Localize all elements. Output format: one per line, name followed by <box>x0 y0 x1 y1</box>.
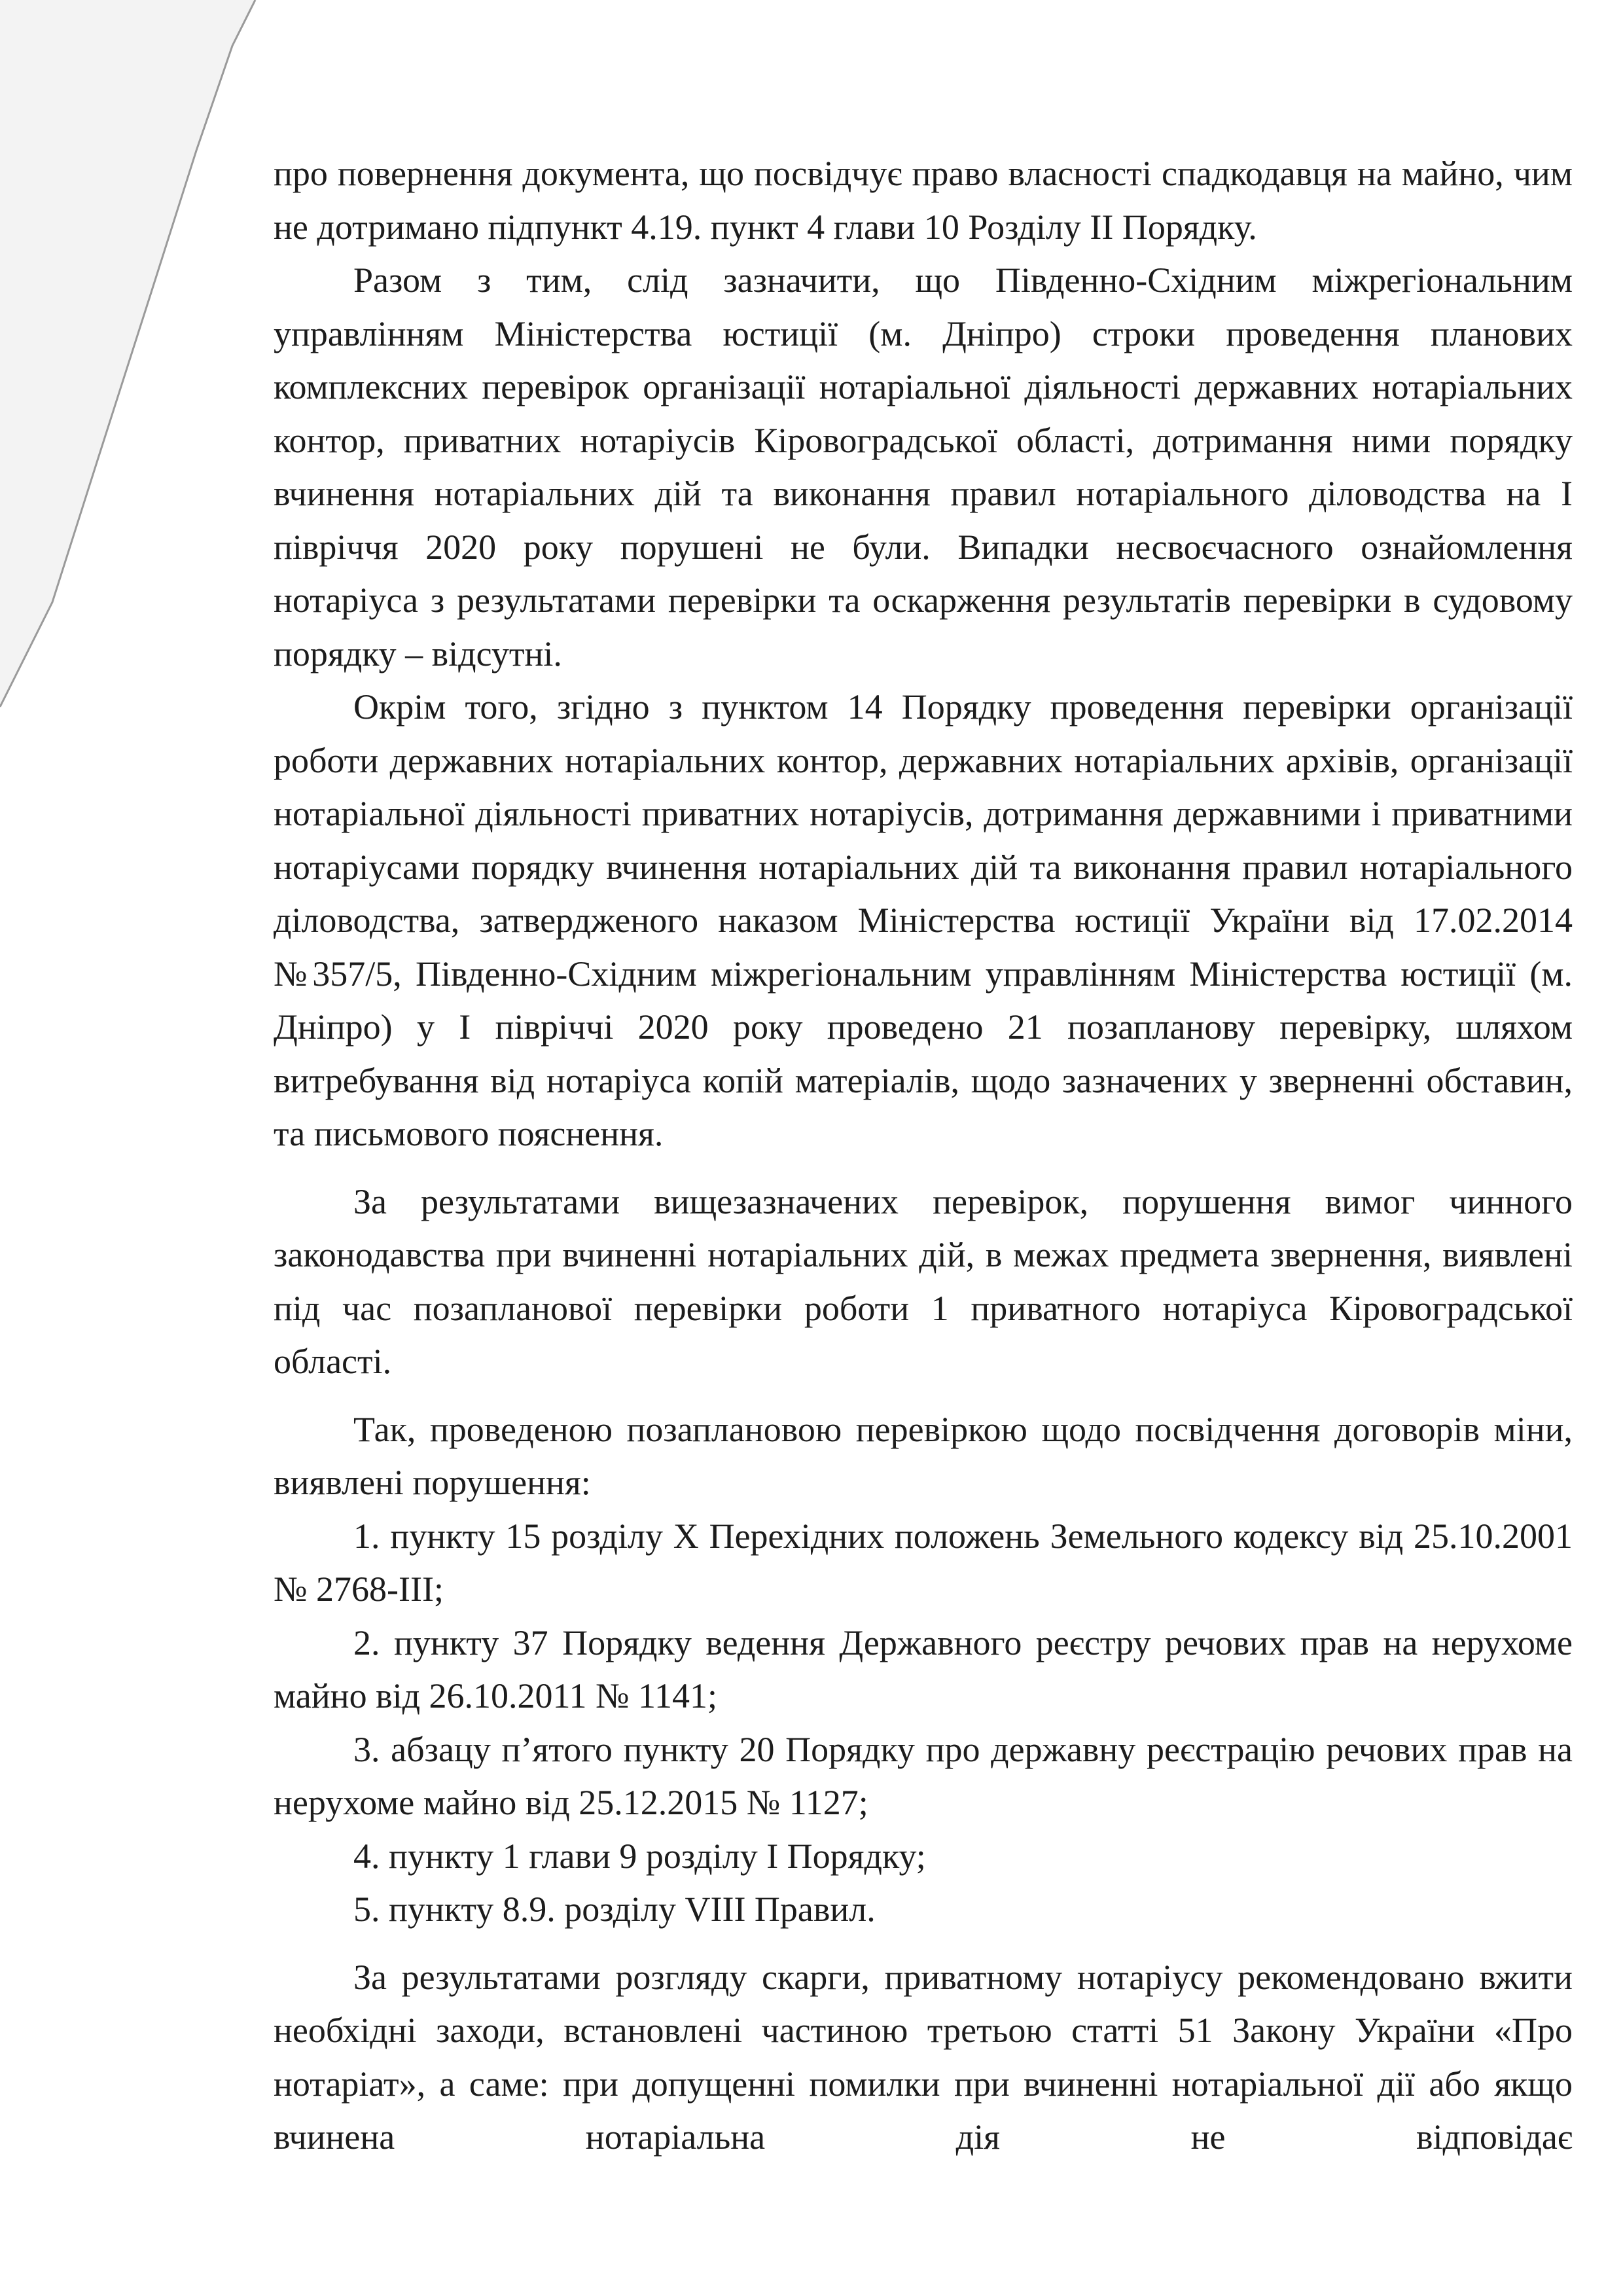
document-page <box>274 147 1573 2164</box>
paragraph-deadlines: Разом з тим, слід зазначити, що Південно-Східним міжрегіональним управлінням Міністерства юстиції (м. Дніпро) строки проведення планових комплексних перевірок організації нотаріальної діяльності державних нотаріальних контор, приватних нотаріусів Кіровоградської області, дотримання ними порядку вчинення нотаріальних дій та виконання правил нотаріального діловодства на І півріччя 2020 року порушені не були. Випадки несвоєчасного ознайомлення нотаріуса з результатами перевірки та оскарження результатів перевірки в судовому порядку – відсутні. <box>274 260 1573 673</box>
paragraph-unplanned-inspections: Окрім того, згідно з пунктом 14 Порядку проведення перевірки організації роботи державних нотаріальних контор, державних нотаріальних архівів, організації нотаріальної діяльності приватних нотаріусів, дотримання державними і приватними нотаріусами порядку вчинення нотаріальних дій та виконання правил нотаріального діловодства, затвердженого наказом Міністерства юстиції України від 17.02.2014 №357/5, Південно-Східним міжрегіональним управлінням Міністерства юстиції (м. Дніпро) у І півріччі 2020 року проведено 21 позапланову перевірку, шляхом витребування від нотаріуса копій матеріалів, щодо зазначених у зверненні обставин, та письмового пояснення. <box>274 687 1573 1153</box>
violation-item-3: 3. абзацу п’ятого пункту 20 Порядку про державну реєстрацію речових прав на нерухоме майно від 25.12.2015 № 1127; <box>274 1729 1573 1822</box>
paragraph-recommendation: За результатами розгляду скарги, приватному нотаріусу рекомендовано вжити необхідні заходи, встановлені частиною третьою статті 51 Закону України «Про нотаріат», а саме: при допущенні помилки при вчиненні нотаріальної дії або якщо вчинена нотаріальна дія не відповідає <box>274 1957 1573 2157</box>
violation-item-1: 1. пункту 15 розділу Х Перехідних положень Земельного кодексу від 25.10.2001 № 2768-ІІІ; <box>274 1516 1573 1609</box>
paragraph-violations-intro: Так, проведеною позаплановою перевіркою щодо посвідчення договорів міни, виявлені порушення: <box>274 1409 1573 1502</box>
violation-item-5: 5. пункту 8.9. розділу VIII Правил. <box>353 1890 876 1929</box>
paragraph-inspection-results: За результатами вищезазначених перевірок, порушення вимог чинного законодавства при вчиненні нотаріальних дій, в межах предмета звернення, виявлені під час позапланової перевірки роботи 1 приватного нотаріуса Кіровоградської області. <box>274 1181 1573 1381</box>
violation-item-4: 4. пункту 1 глави 9 розділу І Порядку; <box>353 1836 926 1876</box>
paragraph-continuation: про повернення документа, що посвідчує право власності спадкодавця на майно, чим не дотримано підпункт 4.19. пункт 4 глави 10 Розділу II Порядку. <box>274 154 1573 247</box>
violation-item-2: 2. пункту 37 Порядку ведення Державного реєстру речових прав на нерухоме майно від 26.10.2011 № 1141; <box>274 1623 1573 1715</box>
